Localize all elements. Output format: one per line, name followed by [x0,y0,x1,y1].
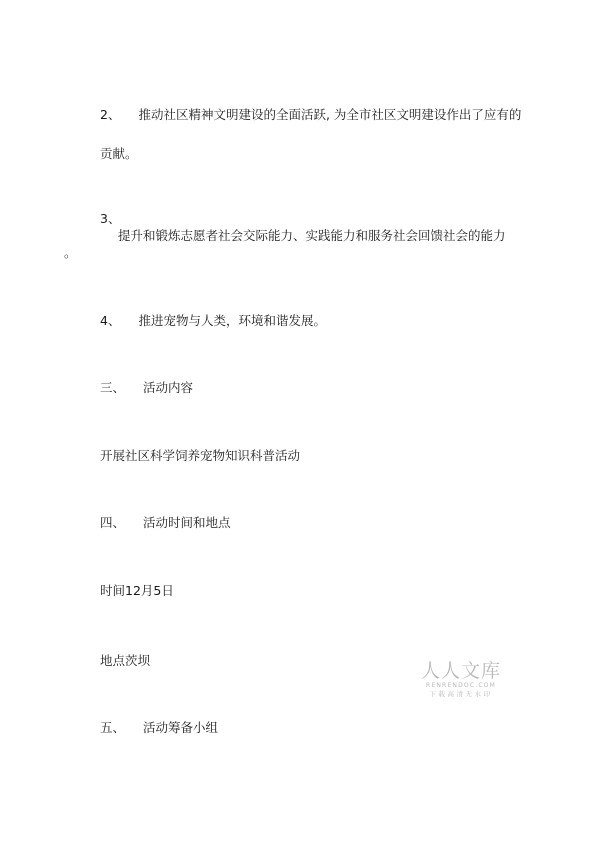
item-4-number: 4、 [100,313,121,328]
section-5-heading [100,720,218,736]
section-3-heading [100,380,193,396]
section-4-number: 四、 [100,515,126,530]
section-4-place: 地点茨坝 [100,653,151,668]
item-3-line-1: 提升和锻炼志愿者社会交际能力、实践能力和服务社会回馈社会的能力 [118,228,506,243]
section-5-number: 五、 [100,720,126,735]
item-3-number: 3、 [100,211,121,226]
item-2-number: 2、 [100,107,121,122]
item-3-line-2: 。 [64,245,77,260]
item-4-text: 推进宠物与人类，环境和谐发展。 [138,313,326,328]
section-4-heading [100,515,231,531]
watermark-url: RENRENDOC.COM [425,682,497,689]
watermark [418,660,504,699]
item-4-line [100,313,326,329]
item-2-line-2: 贡献。 [100,146,138,161]
item-2-line-1 [100,107,521,123]
watermark-subtitle: 下载高清无水印 [429,690,493,698]
watermark-logo-text: 人人文库 [420,660,501,682]
section-5-title: 活动筹备小组 [143,720,219,735]
section-3-body: 开展社区科学饲养宠物知识科普活动 [100,448,301,463]
section-4-time: 时间12月5日 [100,583,174,598]
item-2-text: 推动社区精神文明建设的全面活跃, 为全市社区文明建设作出了应有的 [138,107,522,122]
section-4-title: 活动时间和地点 [143,515,231,530]
section-3-title: 活动内容 [143,380,194,395]
section-3-number: 三、 [100,380,126,395]
